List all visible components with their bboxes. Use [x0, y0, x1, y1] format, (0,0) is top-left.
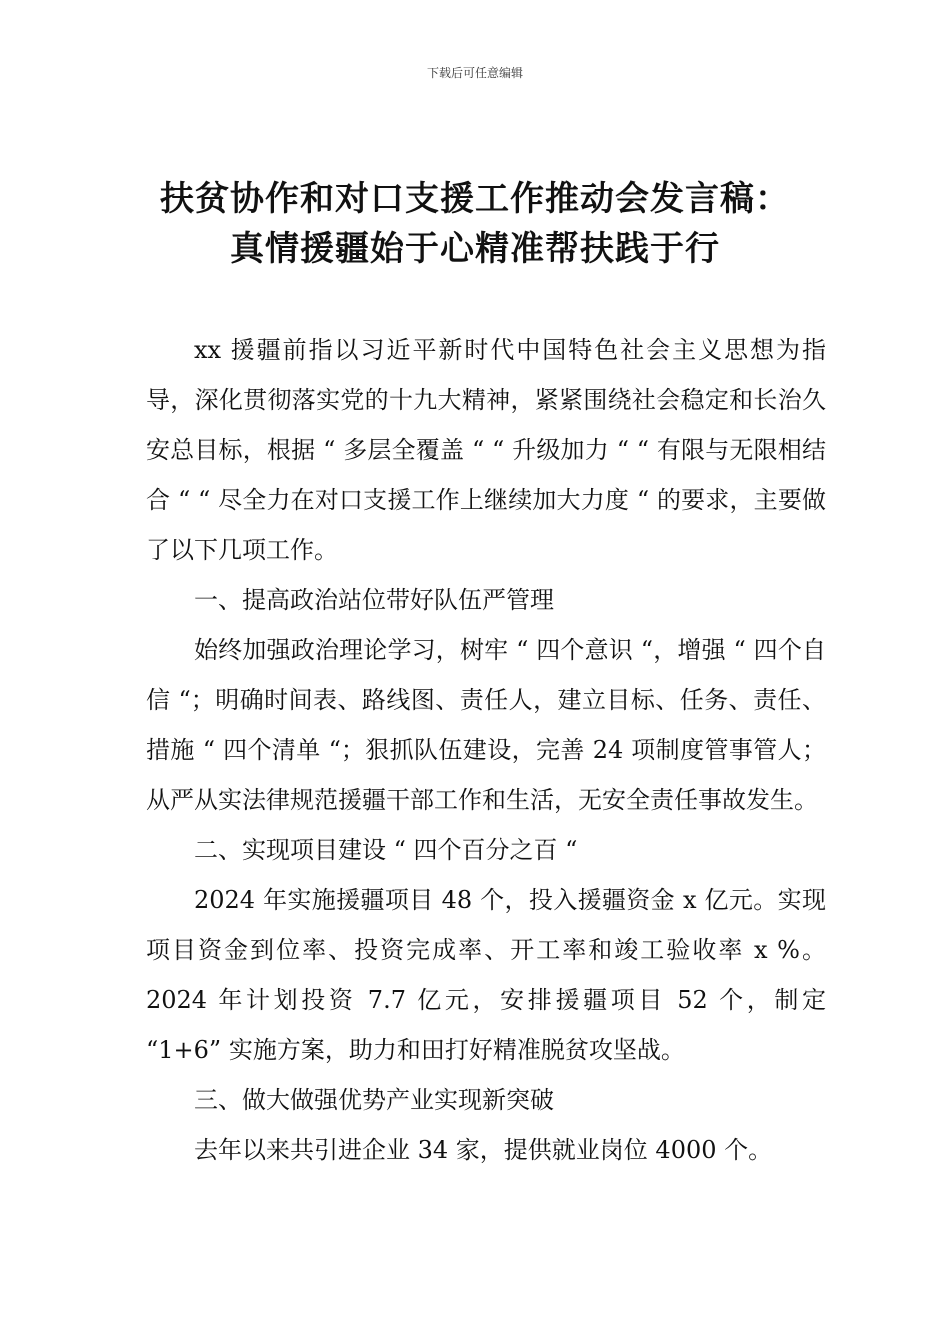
paragraph-section-2: 2024 年实施援疆项目 48 个，投入援疆资金 x 亿元。实现项目资金到位率、投资完成率、开工率和竣工验收率 x %。2024 年计划投资 7.7 亿元，安排援疆项目 52 个，制定 “1+6” 实施方案，助力和田打好精准脱贫攻坚战。	[146, 886, 826, 1064]
paragraph-section-1: 始终加强政治理论学习，树牢 “ 四个意识 “，增强 “ 四个自信 “；明确时间表、路线图、责任人，建立目标、任务、责任、措施 “ 四个清单 “；狠抓队伍建设，完善 24 项制度管事管人；从严从实法律规范援疆干部工作和生活，无安全责任事故发生。	[146, 636, 826, 814]
paragraph-section-3: 去年以来共引进企业 34 家，提供就业岗位 4000 个。	[194, 1136, 773, 1164]
document-body	[146, 325, 826, 1175]
section-heading-3: 三、做大做强优势产业实现新突破	[194, 1086, 554, 1114]
document-title-line-1: 扶贫协作和对口支援工作推动会发言稿：	[160, 179, 790, 219]
section-heading-2: 二、实现项目建设 “ 四个百分之百 “	[194, 836, 578, 864]
paragraph-intro: xx 援疆前指以习近平新时代中国特色社会主义思想为指导，深化贯彻落实党的十九大精神，紧紧围绕社会稳定和长治久安总目标，根据 “ 多层全覆盖 “ “ 升级加力 “ “ 有限与无限相结合 “ “ 尽全力在对口支援工作上继续加大力度 “ 的要求，主要做了以下几项工作。	[146, 336, 826, 564]
document-title-line-2: 真情援疆始于心精准帮扶践于行	[230, 229, 720, 269]
section-heading-1: 一、提高政治站位带好队伍严管理	[194, 586, 554, 614]
header-note: 下载后可任意编辑	[426, 66, 523, 80]
